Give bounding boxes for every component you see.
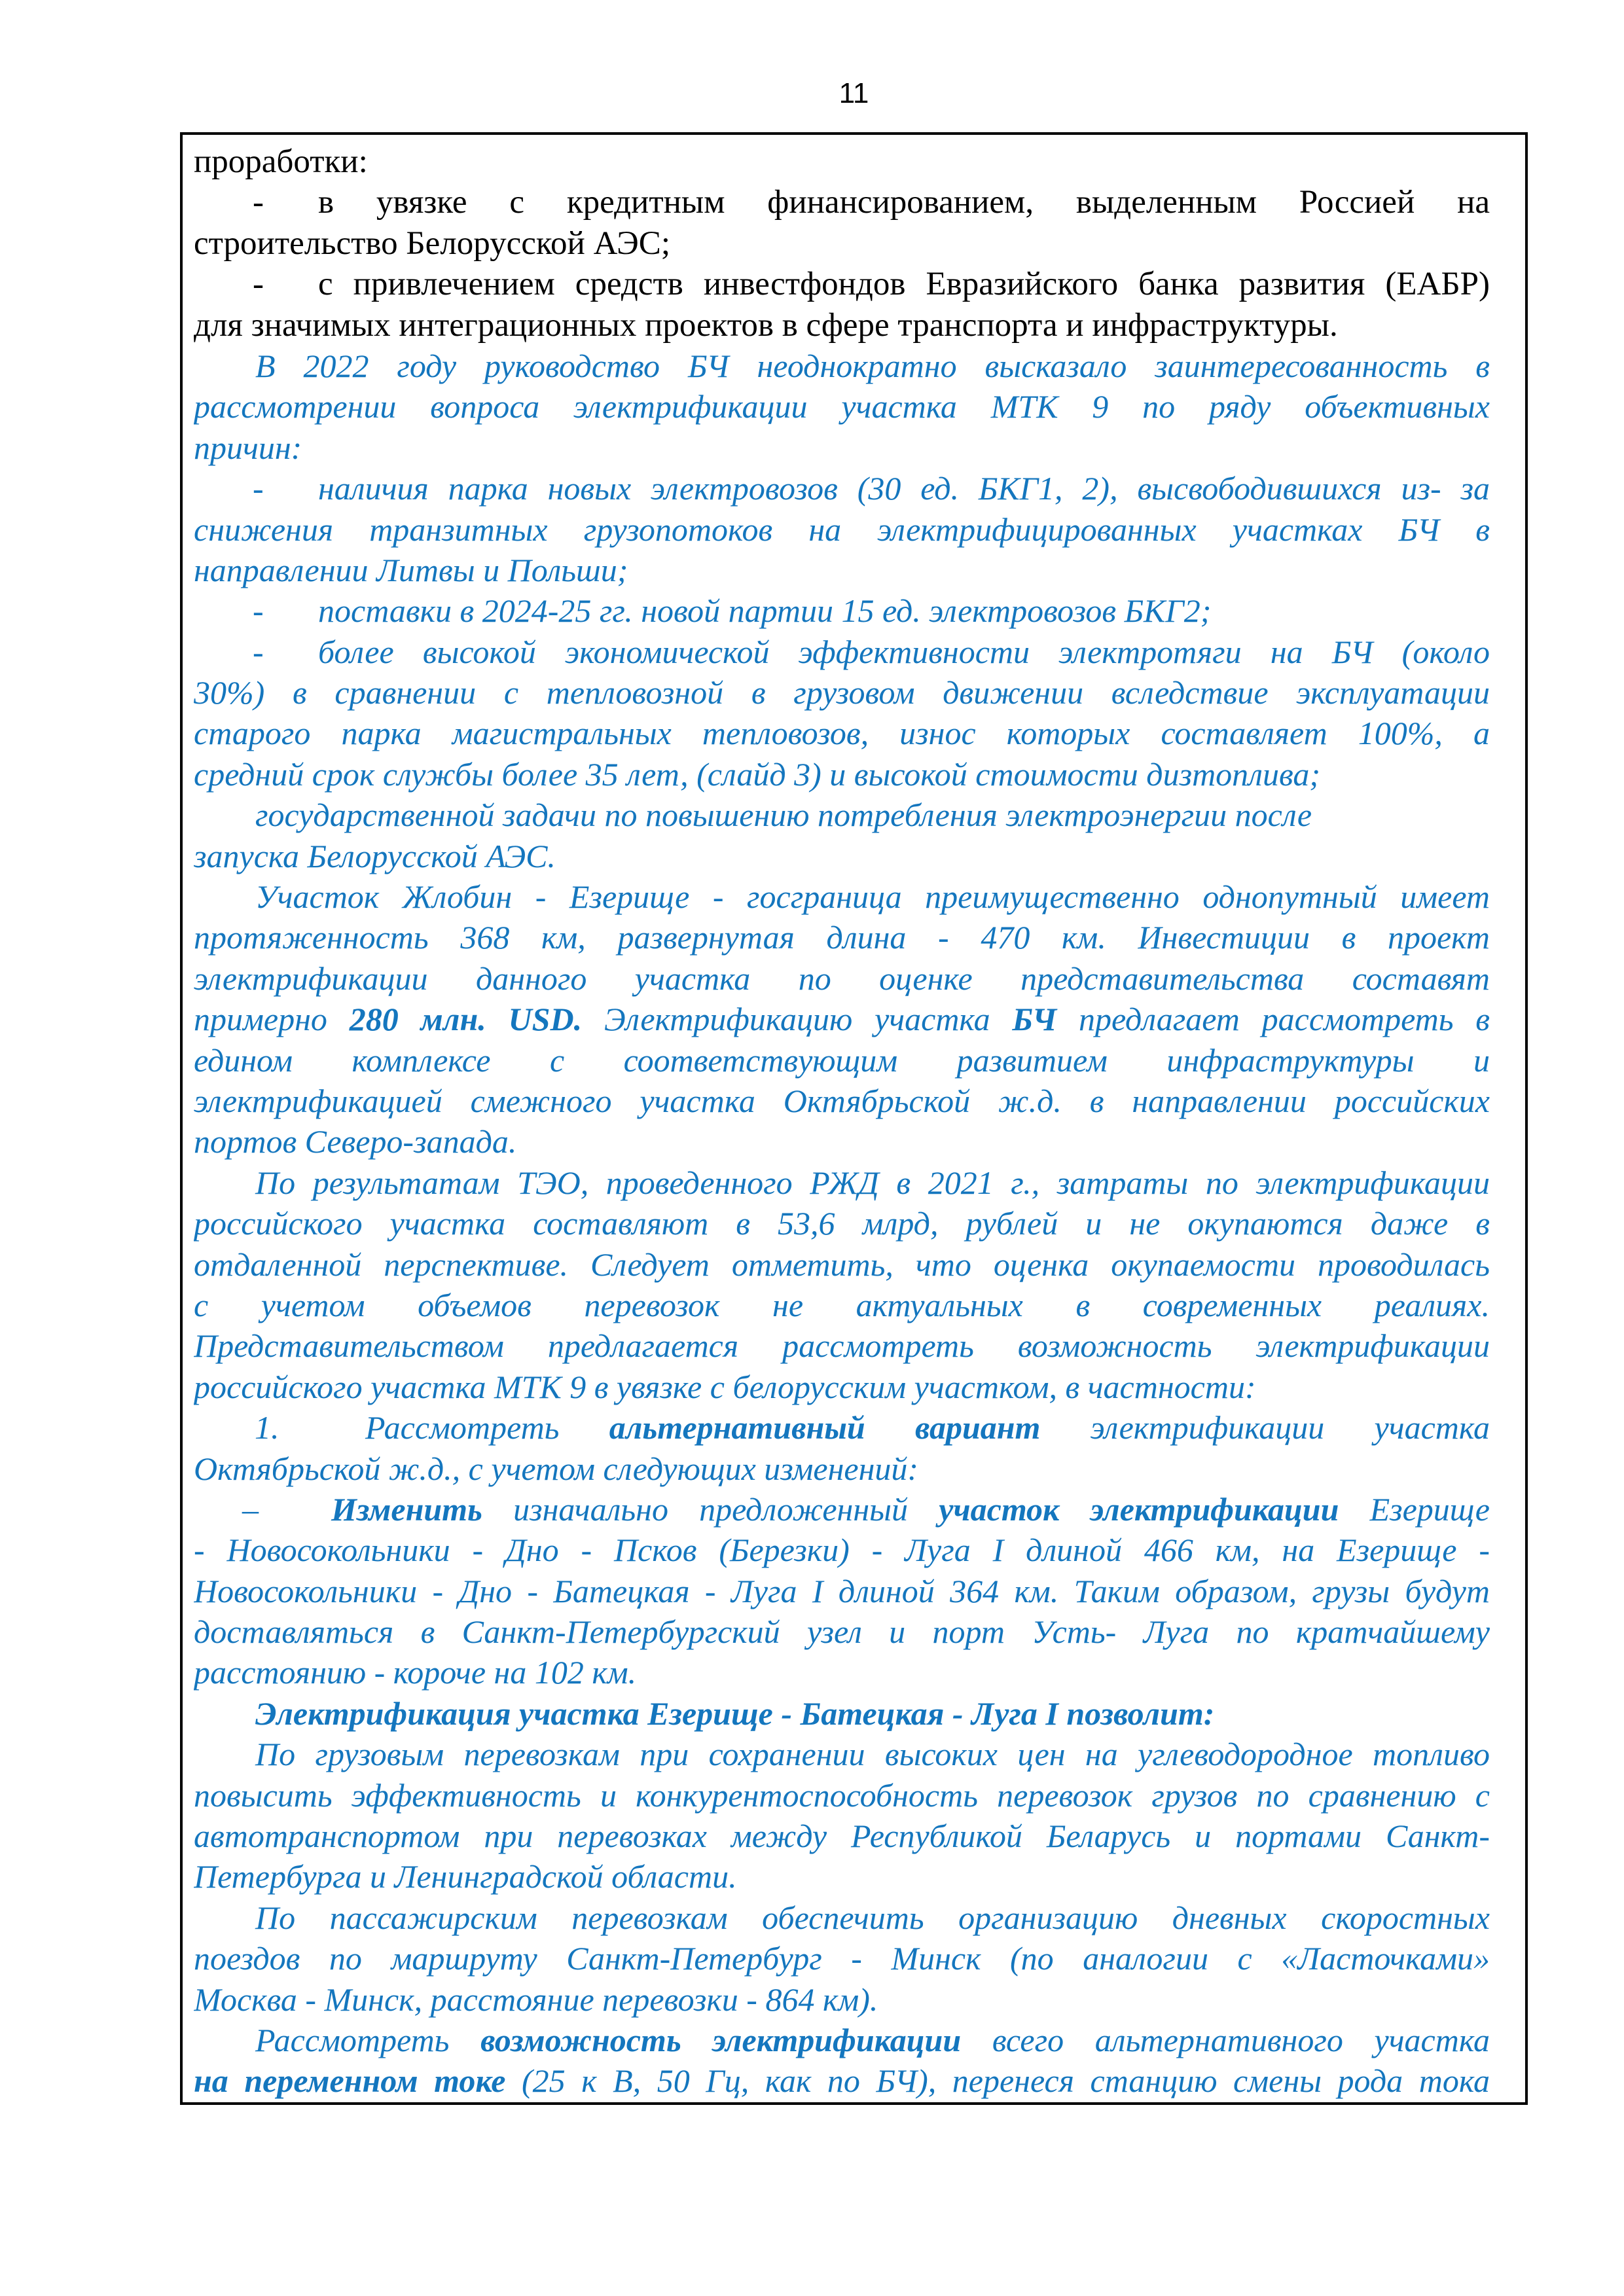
text-line	[194, 836, 1490, 876]
document-body	[183, 135, 1525, 2102]
text-line	[194, 1407, 1490, 1448]
text-line	[194, 795, 1490, 835]
text-line	[194, 1121, 1490, 1162]
text-line	[194, 386, 1490, 427]
page-number: 11	[839, 77, 869, 109]
body-text: направлении Литвы и Польши;	[194, 551, 628, 588]
emphasized-text: на переменном токе	[194, 2062, 506, 2100]
text-line	[194, 550, 1490, 590]
text-line	[194, 1979, 1490, 2020]
text-line	[194, 264, 1490, 304]
text-line	[194, 1897, 1490, 1938]
text-line	[194, 917, 1490, 958]
body-text: российского участка МТК 9 в увязке с белорусским участком, в частности:	[194, 1368, 1256, 1405]
list-marker: 1.	[255, 1409, 280, 1446]
emphasized-text: альтернативный вариант	[609, 1409, 1041, 1446]
list-marker: -	[253, 266, 264, 303]
text-line	[194, 632, 1490, 672]
text-line	[194, 182, 1490, 223]
body-text: с учетом объемов перевозок не актуальных в современных реалиях.	[194, 1286, 1490, 1323]
body-text: Новосокольники - Дно - Батецкая - Луга I длиной 364 км. Таким образом, грузы будут	[194, 1572, 1490, 1609]
body-text: наличия парка новых электровозов (30 ед. БКГ1, 2), высвободившихся из- за	[318, 470, 1490, 507]
body-text: расстоянию - короче на 102 км.	[194, 1654, 637, 1691]
body-text: с привлечением средств инвестфондов Евразийского банка развития (ЕАБР)	[318, 266, 1490, 303]
body-text: в увязке с кредитным финансированием, выделенным Россией на	[318, 184, 1490, 221]
body-text: для значимых интеграционных проектов в сфере транспорта и инфраструктуры.	[194, 306, 1338, 344]
body-text: всего альтернативного участка	[961, 2021, 1490, 2058]
text-line	[194, 1611, 1490, 1652]
text-line	[194, 141, 1490, 182]
emphasized-text: Электрификация участка Езерище - Батецкая - Луга I позволит:	[255, 1695, 1215, 1732]
text-line	[194, 876, 1490, 917]
body-text: электрификации данного участка по оценке представительства составят	[194, 960, 1490, 997]
body-text: российского участка составляют в 53,6 млрд, рублей и не окупаются даже в	[194, 1205, 1490, 1242]
body-text: Петербурга и Ленинградской области.	[194, 1858, 737, 1895]
text-line	[194, 1244, 1490, 1285]
body-text: причин:	[194, 429, 302, 466]
emphasized-text: возможность электрификации	[480, 2021, 962, 2058]
body-text: (25 к В, 50 Гц, как по БЧ), перенеся станцию смены рода тока	[505, 2062, 1490, 2100]
body-text: примерно	[194, 1001, 350, 1038]
body-text: едином комплексе с соответствующим развитием инфраструктуры и	[194, 1041, 1490, 1079]
text-line	[194, 999, 1490, 1039]
body-text: Москва - Минск, расстояние перевозки - 864 км).	[194, 1981, 878, 2018]
text-line	[194, 590, 1490, 631]
text-line	[194, 1040, 1490, 1081]
list-marker: –	[242, 1490, 259, 1528]
text-line	[194, 1285, 1490, 1325]
body-text: По грузовым перевозкам при сохранении высоких цен на углеводородное топливо	[255, 1736, 1490, 1773]
body-text: снижения транзитных грузопотоков на электрифицированных участках БЧ в	[194, 511, 1490, 548]
text-line	[194, 468, 1490, 509]
text-line	[194, 1367, 1490, 1407]
body-text: - Новосокольники - Дно - Псков (Березки) - Луга I длиной 466 км, на Езерище -	[194, 1532, 1490, 1569]
list-marker: -	[253, 633, 264, 670]
body-text: Электрификацию участка	[582, 1001, 1013, 1038]
emphasized-text: 280 млн. USD.	[349, 1001, 583, 1038]
body-text: По результатам ТЭО, проведенного РЖД в 2021 г., затраты по электрификации	[255, 1164, 1490, 1201]
text-line	[194, 305, 1490, 346]
text-line	[194, 1489, 1490, 1530]
body-text: государственной задачи по повышению потребления электроэнергии после	[255, 797, 1312, 834]
body-text: изначально предложенный	[482, 1490, 939, 1528]
text-line	[194, 427, 1490, 468]
body-text: протяженность 368 км, развернутая длина - 470 км. Инвестиции в проект	[194, 919, 1490, 956]
text-line	[194, 1081, 1490, 1121]
text-line	[194, 1938, 1490, 1979]
body-text: проработки:	[194, 143, 368, 180]
list-marker: -	[253, 592, 264, 630]
body-text: автотранспортом при перевозках между Республикой Беларусь и портами Санкт-	[194, 1818, 1490, 1855]
text-line	[194, 1203, 1490, 1244]
text-line	[194, 1448, 1490, 1489]
body-text: 30%) в сравнении с тепловозной в грузовом движении вследствие эксплуатации	[194, 674, 1490, 711]
text-line	[194, 346, 1490, 386]
text-line	[194, 754, 1490, 795]
body-text: строительство Белорусской АЭС;	[194, 224, 670, 262]
list-marker: -	[253, 470, 264, 507]
text-line	[194, 2020, 1490, 2060]
body-text: По пассажирским перевозкам обеспечить организацию дневных скоростных	[255, 1899, 1490, 1936]
body-text: отдаленной перспективе. Следует отметить, что оценка окупаемости проводилась	[194, 1246, 1490, 1283]
emphasized-text: БЧ	[1012, 1001, 1057, 1038]
text-line	[194, 713, 1490, 753]
body-text: электрификации участка	[1040, 1409, 1490, 1446]
body-text: запуска Белорусской АЭС.	[194, 837, 556, 874]
body-text: старого парка магистральных тепловозов, износ которых составляет 100%, а	[194, 715, 1490, 752]
body-text: Представительством предлагается рассмотреть возможность электрификации	[194, 1327, 1490, 1365]
body-text: Участок Жлобин - Езерище - госграница преимущественно однопутный имеет	[255, 878, 1490, 916]
text-line	[194, 1856, 1490, 1897]
body-text: портов Северо-запада.	[194, 1123, 517, 1160]
text-line	[194, 509, 1490, 550]
text-line	[194, 1775, 1490, 1816]
text-line	[194, 1734, 1490, 1774]
body-text: Езерище	[1339, 1490, 1490, 1528]
body-text: поездов по маршруту Санкт-Петербург - Минск (по аналогии с «Ласточками»	[194, 1940, 1490, 1977]
text-line	[194, 1693, 1490, 1734]
body-text: средний срок службы более 35 лет, (слайд 3) и высокой стоимости дизтоплива;	[194, 755, 1320, 793]
text-line	[194, 1162, 1490, 1203]
body-text: Рассмотреть	[365, 1409, 609, 1446]
text-line	[194, 1530, 1490, 1570]
emphasized-text: Изменить	[331, 1490, 482, 1528]
body-text: Рассмотреть	[255, 2021, 481, 2058]
body-text: предлагает рассмотреть в	[1056, 1001, 1490, 1038]
emphasized-text: участок электрификации	[939, 1490, 1339, 1528]
text-line	[194, 2060, 1490, 2101]
body-text: более высокой экономической эффективности электротяги на БЧ (около	[318, 633, 1490, 670]
body-text: электрификацией смежного участка Октябрьской ж.д. в направлении российских	[194, 1082, 1490, 1119]
text-line	[194, 1325, 1490, 1366]
list-marker: -	[253, 184, 264, 221]
text-line	[194, 1571, 1490, 1611]
body-text: рассмотрении вопроса электрификации участка МТК 9 по ряду объективных	[194, 388, 1490, 425]
text-line	[194, 223, 1490, 264]
text-line	[194, 958, 1490, 999]
body-text: повысить эффективность и конкурентоспособность перевозок грузов по сравнению с	[194, 1776, 1490, 1814]
text-frame	[180, 132, 1528, 2105]
text-line	[194, 1816, 1490, 1856]
text-line	[194, 672, 1490, 713]
body-text: доставляться в Санкт-Петербургский узел и порт Усть- Луга по кратчайшему	[194, 1613, 1490, 1651]
body-text: поставки в 2024-25 гг. новой партии 15 ед. электровозов БКГ2;	[318, 592, 1212, 630]
text-line	[194, 1652, 1490, 1693]
body-text: В 2022 году руководство БЧ неоднократно высказало заинтересованность в	[255, 347, 1490, 384]
body-text: Октябрьской ж.д., с учетом следующих изменений:	[194, 1450, 919, 1487]
